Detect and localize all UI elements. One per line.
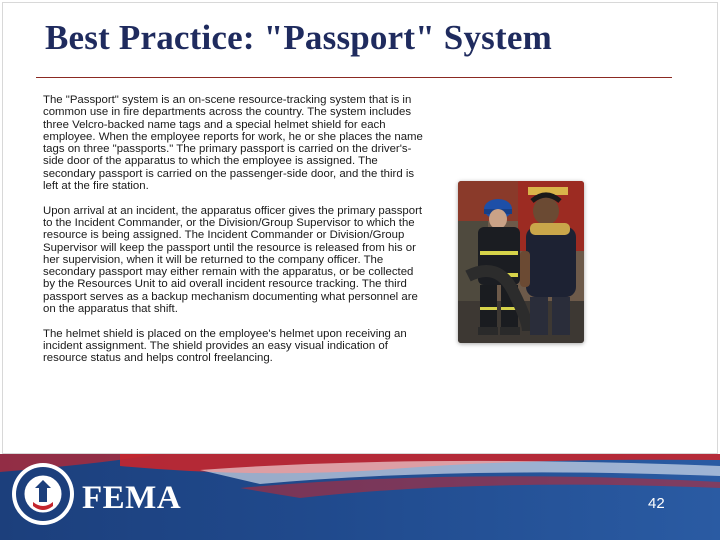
title-divider [36, 77, 672, 78]
paragraph-passport-system: The "Passport" system is an on-scene resource-tracking system that is in common use in fire departments across the country. The system includes three Velcro-backed name tags and a special helmet shield for each employee. When the employee reports for work, he or she places the name tags on three "passports." The primary passport is carried on the driver's-side door of the apparatus to which the employee is assigned. The secondary passport is carried on the passenger-side door, and the third is left at the fire station. [43, 94, 423, 193]
footer-banner [0, 454, 720, 540]
dhs-seal-icon [11, 462, 75, 526]
body-text [43, 94, 427, 377]
paragraph-incident-arrival: Upon arrival at an incident, the apparatus officer gives the primary passport to the Incident Commander, or the Division/Group Supervisor to which the resource is being assigned. The Incident Commander or Division/Group Supervisor will keep the passport until the resource is released from his or her supervision, when it will be returned to the company officer. The secondary passport may either remain with the apparatus, or be collected by the Resources Unit to aid overall incident resource tracking. The third passport serves as a backup mechanism documenting what personnel are on the apparatus that shift. [43, 204, 423, 316]
slide-title: Best Practice: "Passport" System [45, 18, 552, 57]
fema-logo: FEMA [82, 480, 182, 516]
page-number: 42 [648, 495, 665, 512]
firefighter-photo [458, 181, 584, 343]
paragraph-helmet-shield: The helmet shield is placed on the employee's helmet upon receiving an incident assignment. The shield provides an easy visual indication of resource status and helps control freelancing. [43, 327, 407, 365]
